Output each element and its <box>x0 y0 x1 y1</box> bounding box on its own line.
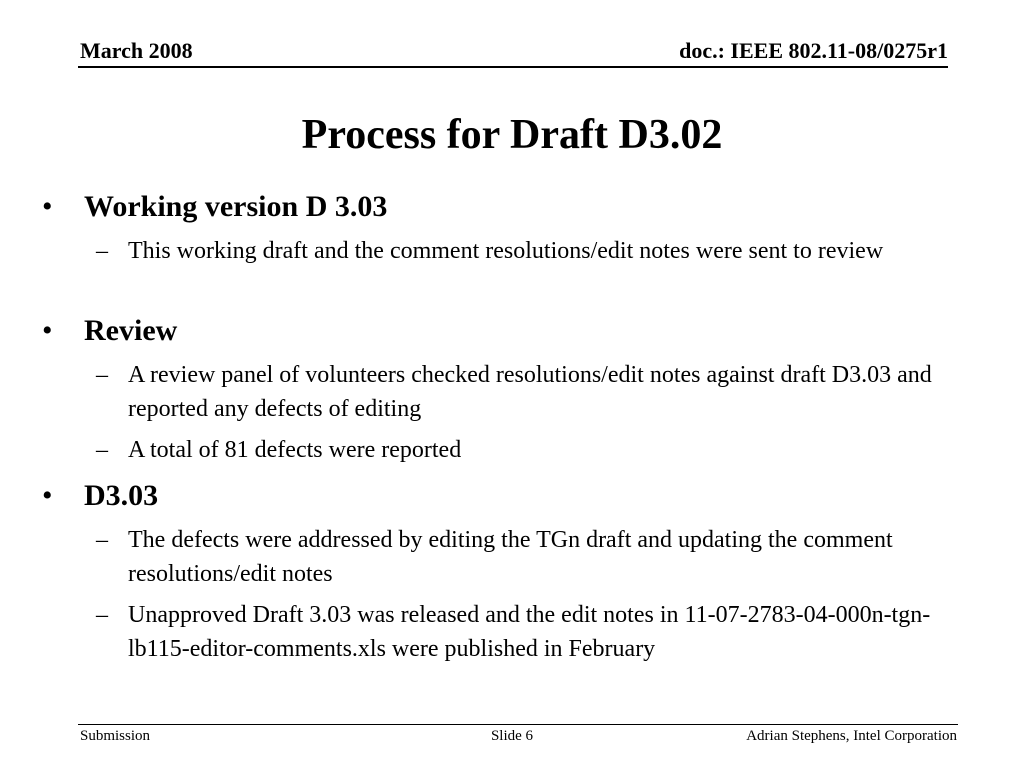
bullet-item <box>42 190 387 224</box>
bullet-icon: • <box>42 479 53 512</box>
sub-bullet-text: A total of 81 defects were reported <box>128 437 462 463</box>
dash-icon: – <box>96 362 108 388</box>
footer-slide-number: Slide 6 <box>490 728 534 744</box>
sub-bullet-text: This working draft and the comment resolutions/edit notes were sent to review <box>128 238 884 264</box>
footer-divider <box>78 724 958 725</box>
sub-bullet-item <box>96 598 976 666</box>
sub-bullet-text: Unapproved Draft 3.03 was released and the edit notes in 11-07-2783-04-000n-tgn-lb115-editor-comments.xls were published in February <box>128 602 931 662</box>
bullet-heading: Working version D 3.03 <box>84 190 388 223</box>
sub-bullet-item <box>96 358 976 426</box>
dash-icon: – <box>96 527 108 553</box>
sub-bullet-text: The defects were addressed by editing the TGn draft and updating the comment resolutions/edit notes <box>128 527 893 587</box>
sub-bullet-item <box>96 523 976 591</box>
bullet-heading: Review <box>84 314 178 347</box>
slide-title: Process for Draft D3.02 <box>301 112 723 158</box>
dash-icon: – <box>96 602 108 628</box>
slide-header-date: March 2008 <box>80 38 193 63</box>
bullet-icon: • <box>42 190 53 223</box>
dash-icon: – <box>96 437 108 463</box>
footer-submission: Submission <box>80 728 151 744</box>
footer-author: Adrian Stephens, Intel Corporation <box>746 728 957 744</box>
dash-icon: – <box>96 238 108 264</box>
bullet-heading: D3.03 <box>84 479 159 512</box>
bullet-item <box>42 479 158 513</box>
slide-header-doc-id: doc.: IEEE 802.11-08/0275r1 <box>679 38 948 63</box>
bullet-icon: • <box>42 314 53 347</box>
sub-bullet-item <box>96 433 976 467</box>
sub-bullet-text: A review panel of volunteers checked resolutions/edit notes against draft D3.03 and reported any defects of editing <box>128 362 932 422</box>
header-divider <box>78 66 948 68</box>
bullet-item <box>42 314 177 348</box>
sub-bullet-item <box>96 234 976 268</box>
